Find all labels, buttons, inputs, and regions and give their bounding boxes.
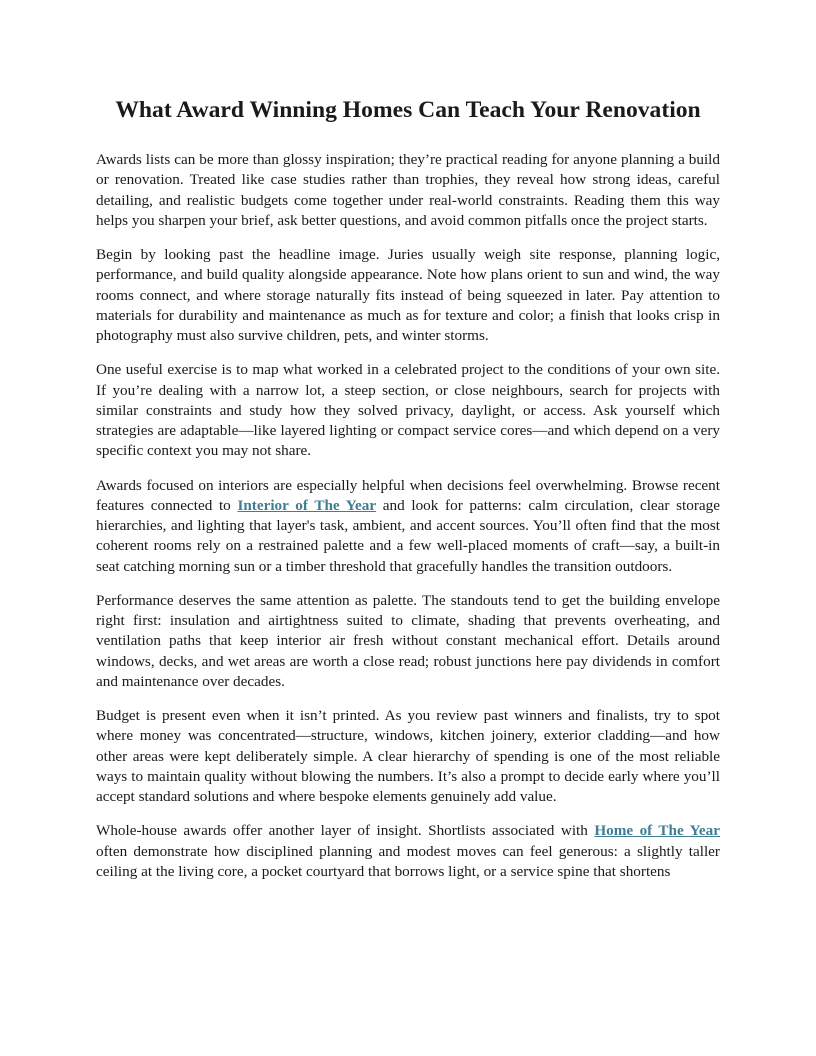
paragraph-text: Whole-house awards offer another layer of insight. Shortlists associated with [96,822,595,840]
paragraph-whole-house [96,821,720,882]
paragraph-budget: Budget is present even when it isn’t printed. As you review past winners and finalists, try to spot where money was concentrated—structure, windows, kitchen joinery, exterior cladding—and how other areas were kept deliberately simple. A clear hierarchy of spending is one of the most reliable ways to maintain quality without blowing the numbers. It’s also a prompt to decide early where you’ll accept standard solutions and where bespoke elements genuinely add value. [96,707,720,806]
page-title: What Award Winning Homes Can Teach Your Renovation [115,97,701,123]
paragraph-map-exercise: One useful exercise is to map what worked in a celebrated project to the conditions of your own site. If you’re dealing with a narrow lot, a steep section, or close neighbours, search for projects with similar constraints and study how they solved privacy, daylight, or access. Ask yourself which strategies are adaptable—like layered lighting or compact service cores—and which depend on a very specific context you may not share. [96,361,720,460]
paragraph-interiors [96,476,720,577]
paragraph-text: Awards focused on interiors are especially helpful when decisions feel overwhelming. Browse recent features connected to [96,476,720,514]
paragraph-intro: Awards lists can be more than glossy inspiration; they’re practical reading for anyone planning a build or renovation. Treated like case studies rather than trophies, they reveal how strong ideas, careful detailing, and realistic budgets come together under real-world constraints. Reading them this way helps you sharpen your brief, ask better questions, and avoid common pitfalls once the project starts. [96,151,720,229]
paragraph-headline-image: Begin by looking past the headline image. Juries usually weigh site response, planning logic, performance, and build quality alongside appearance. Note how plans orient to sun and wind, the way rooms connect, and where storage naturally fits instead of being squeezed in later. Pay attention to materials for durability and maintenance as much as for texture and color; a finish that looks crisp in photography must also survive children, pets, and winter storms. [96,245,720,345]
paragraph-text: and look for patterns: calm circulation, clear storage hierarchies, and lighting that layer's task, ambient, and accent sources. You’ll often find that the most coherent rooms rely on a restrained palette and a few well-placed moments of craft—say, a built-in seat catching morning sun or a timber threshold that gracefully handles the transition outdoors. [96,496,720,575]
home-of-the-year-link[interactable]: Home of The Year [594,822,720,840]
paragraph-text: often demonstrate how disciplined planning and modest moves can feel generous: a slightly taller ceiling at the living core, a pocket courtyard that borrows light, or a service spine that shortens [96,842,720,880]
interior-of-the-year-link[interactable]: Interior of The Year [237,496,377,514]
document-page [96,94,720,882]
paragraph-performance: Performance deserves the same attention as palette. The standouts tend to get the building envelope right first: insulation and airtightness suited to climate, shading that prevents overheating, and ventilation paths that keep interior air fresh without constant mechanical effort. Details around windows, decks, and wet areas are worth a close read; robust junctions here pay dividends in comfort and maintenance over decades. [96,591,720,691]
